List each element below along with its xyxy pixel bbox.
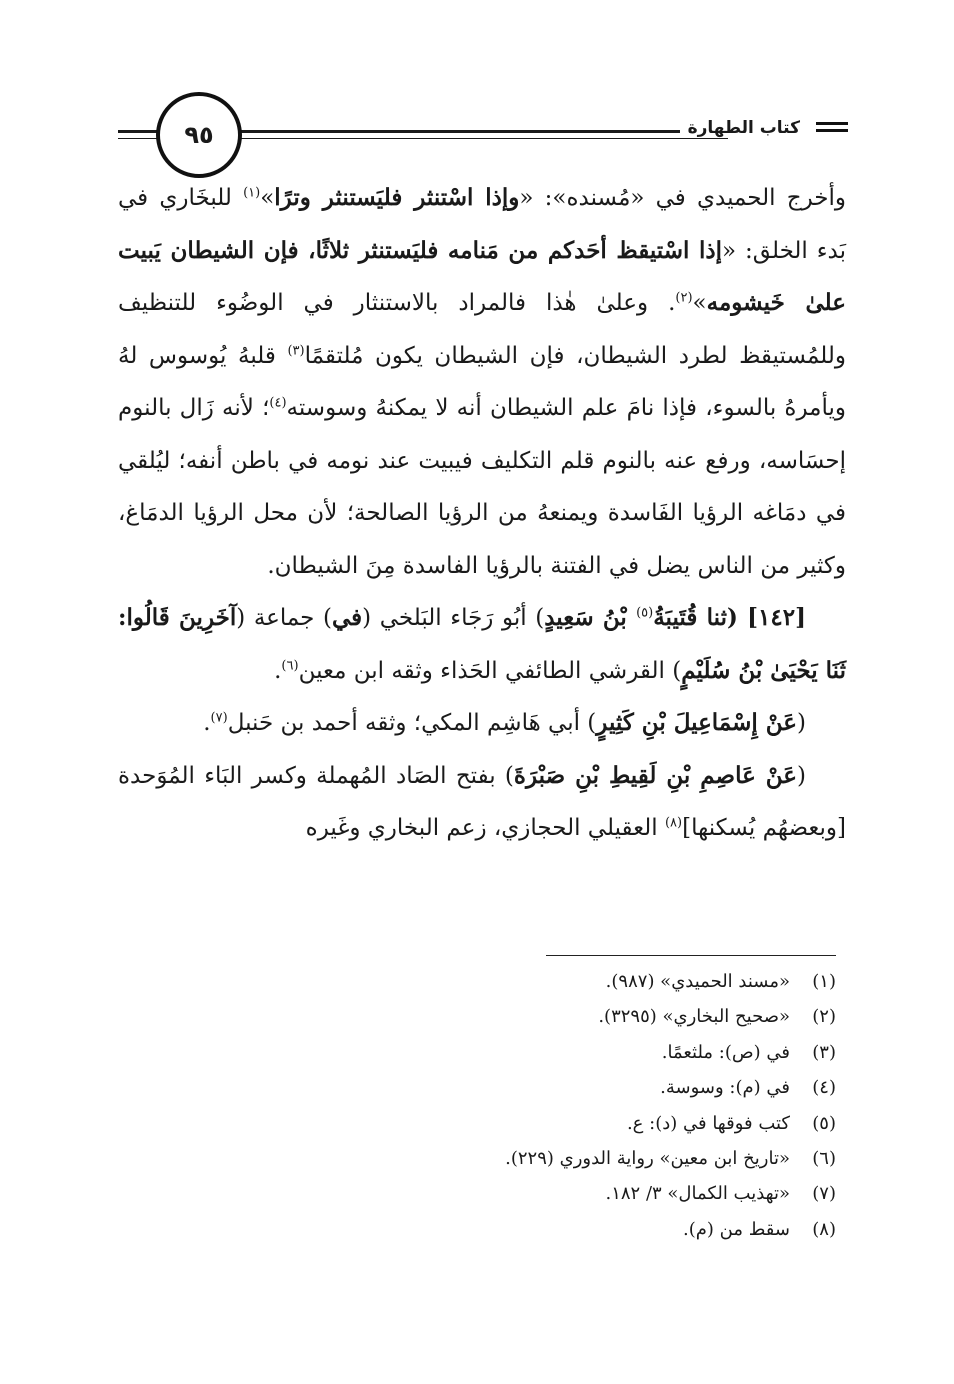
footnote-text: سقط من (م). bbox=[683, 1218, 790, 1240]
isnad-text: ثنا قُتَيبَةُ bbox=[653, 604, 727, 631]
footnotes bbox=[236, 964, 836, 1247]
footnote-item bbox=[236, 1106, 836, 1141]
text-run: ( bbox=[797, 762, 806, 789]
hadith-text: إذا اسْتيقظ أحَدكم من مَنامه فليَستنثر ثلاثًا، فإن الشيطان يَبيت علىٰ خَيشومه bbox=[118, 236, 846, 316]
page-number: ٩٥ bbox=[156, 92, 242, 178]
text-run: ( bbox=[797, 710, 806, 736]
text-run: . bbox=[274, 657, 282, 684]
main-text bbox=[118, 172, 846, 855]
footnote-text: «تهذيب الكمال» ٣/ ١٨٢. bbox=[605, 1183, 790, 1205]
footnote-text: كتب فوقها في (د): ع. bbox=[626, 1112, 790, 1134]
footnote-ref[interactable]: (٢) bbox=[675, 290, 693, 306]
footnote-ref[interactable]: (١) bbox=[243, 185, 261, 201]
footnote-number: (٢) bbox=[812, 1006, 836, 1028]
footnote-ref[interactable]: (٥) bbox=[636, 605, 654, 621]
isnad-text: عَنْ عَاصِمِ بْنِ لَقِيطِ بْنِ صَبْرَةَ bbox=[513, 761, 798, 789]
footnote-text: في (ص): ملثعمًا. bbox=[661, 1041, 790, 1063]
header-rule-left-thin bbox=[118, 138, 158, 139]
footnote-number: (٧) bbox=[812, 1183, 836, 1205]
footnote-text: «صحيح البخاري» (٣٢٩٥). bbox=[598, 1006, 790, 1028]
text-run: للبخَاري في بَدء الخلق: « bbox=[118, 185, 847, 264]
footnote-ref[interactable]: (٦) bbox=[281, 657, 299, 673]
isnad-text: آخَرِينَ قَالُوا: ثَنَا يَحْيَىٰ بْنُ سُلَيْمٍ bbox=[118, 604, 846, 684]
hadith-number: [١٤٢] ( bbox=[727, 604, 806, 631]
footnote-number: (٥) bbox=[812, 1112, 836, 1134]
paragraph-1 bbox=[118, 172, 846, 592]
isnad-text: بْنُ سَعِيدٍ bbox=[544, 604, 637, 631]
text-run: ؛ لأنه زَال بالنوم إحسَاسه، ورفع عنه بالنوم قلم التكليف فيبيت عند نومه في باطن أنفه؛ ليُلقي في دمَاغه الرؤيا الفَاسدة ويمنعهُ من الرؤيا الصالحة؛ لأن محل الرؤيا الدمَاغ، وكثير من الناس يضل في الفتنة بالرؤيا الفاسدة مِنَ الشيطان. bbox=[118, 395, 846, 579]
text-run: ) أبُو رَجَاء البَلخي ( bbox=[362, 605, 545, 631]
footnote-item bbox=[236, 1035, 836, 1070]
footnote-item bbox=[236, 999, 836, 1034]
text-run: ) أبي هَاشِم المكي؛ وثقه أحمد بن حَنبل bbox=[227, 710, 597, 736]
text-run: قلبهُ يُوسوس لهُ ويأمرهُ بالسوء، فإذا نامَ علم الشيطان أنه لا يمكنهُ وسوسته bbox=[118, 342, 847, 421]
header-ornament-2 bbox=[816, 129, 848, 132]
footnote-item bbox=[236, 1070, 836, 1105]
text-run: ) القرشي الطائفي الحَذاء وثقه ابن معين bbox=[298, 657, 682, 684]
footnote-number: (٣) bbox=[812, 1041, 836, 1063]
header-rule-thin bbox=[228, 138, 728, 139]
footnote-text: في (م): وسوسة. bbox=[660, 1077, 790, 1099]
footnote-ref[interactable]: (٧) bbox=[210, 710, 228, 726]
footnote-number: (٦) bbox=[812, 1148, 836, 1170]
running-title: كتاب الطهارة bbox=[680, 118, 808, 138]
footnote-ref[interactable]: (٣) bbox=[287, 342, 305, 358]
text-run: . وعلىٰ هٰذا فالمراد بالاستنثار في الوضُوء للتنظيف وللمُستيقظ لطرد الشيطان، فإن الشيطان يكون مُلتقمًا bbox=[118, 290, 846, 369]
text-run: . bbox=[203, 710, 211, 736]
isnad-text: في bbox=[331, 604, 363, 631]
text-run: وأخرج الحميدي في «مُسنده»: « bbox=[519, 185, 846, 211]
footnote-number: (٨) bbox=[812, 1218, 836, 1240]
paragraph-2 bbox=[118, 592, 846, 697]
text-run: ) بفتح الصَاد المُهملة وكسر البَاء المُوَحدة [وبعضهُم يُسكنها] bbox=[118, 762, 846, 841]
footnote-number: (١) bbox=[812, 971, 836, 992]
paragraph-3 bbox=[118, 697, 846, 750]
paragraph-4 bbox=[118, 750, 846, 855]
footnote-separator bbox=[546, 955, 836, 956]
text-run: ) جماعة ( bbox=[236, 605, 332, 631]
footnote-item bbox=[236, 1141, 836, 1176]
footnote-ref[interactable]: (٨) bbox=[664, 815, 683, 831]
header-rule bbox=[228, 130, 728, 133]
hadith-text: وإذا اسْتنثر فليَستنثر وترًا bbox=[274, 184, 520, 211]
header-rule-left bbox=[118, 130, 158, 133]
text-run: العقيلي الحجازي، زعم البخاري وغَيره bbox=[305, 815, 665, 841]
text-run: » bbox=[692, 290, 707, 316]
isnad-text: عَنْ إِسْمَاعِيلَ بْنِ كَثِيرٍ bbox=[596, 709, 798, 736]
footnote-text: «تاريخ ابن معين» رواية الدوري (٢٢٩). bbox=[505, 1148, 790, 1170]
header-ornament bbox=[816, 122, 848, 125]
footnote-ref[interactable]: (٤) bbox=[269, 395, 287, 411]
footnote-text: «مسند الحميدي» (٩٨٧). bbox=[605, 971, 790, 992]
footnote-number: (٤) bbox=[812, 1077, 836, 1099]
text-run: » bbox=[260, 185, 275, 211]
footnote-item bbox=[236, 1176, 836, 1211]
footnote-item bbox=[236, 964, 836, 999]
page-header bbox=[118, 92, 848, 182]
footnote-item bbox=[236, 1212, 836, 1247]
